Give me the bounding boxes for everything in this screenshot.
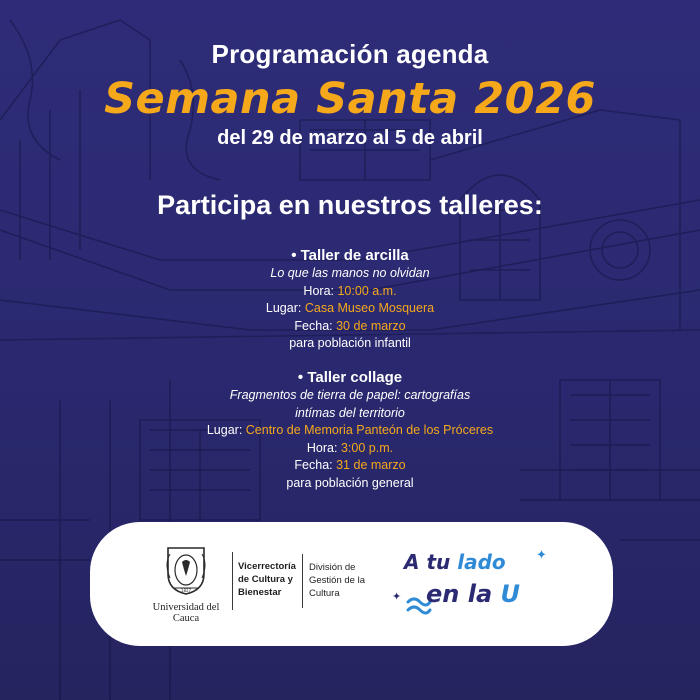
lugar-label: Lugar: <box>265 301 302 315</box>
workshop-lugar <box>0 422 700 440</box>
brand-text: A tu <box>404 550 451 574</box>
logo-divider <box>232 552 233 610</box>
university-seal-icon <box>160 544 212 596</box>
a-tu-lado-en-la-u-logo <box>390 546 550 620</box>
logo-divider <box>302 554 303 608</box>
seal-year: 1827 <box>180 588 192 593</box>
brand-text-accent: U <box>500 580 520 608</box>
footer-logos-bar <box>90 522 613 646</box>
workshop-fecha <box>0 318 700 336</box>
brand-line-2 <box>426 580 520 608</box>
header <box>0 38 700 150</box>
fecha-value: 30 de marzo <box>336 318 406 333</box>
event-title: Semana Santa 2026 <box>104 74 596 124</box>
hora-label: Hora: <box>303 283 334 298</box>
workshop-audience: para población infantil <box>289 336 411 350</box>
overline-text: Programación agenda <box>211 39 489 69</box>
workshop-arcilla <box>0 246 700 353</box>
workshop-audience: para población general <box>286 475 414 490</box>
university-name: Universidad del Cauca <box>152 602 220 624</box>
brand-text: en la <box>426 580 493 608</box>
workshop-subtitle: intímas del territorio <box>295 405 405 420</box>
event-dates: del 29 de marzo al 5 de abril <box>217 127 483 149</box>
workshop-lugar <box>0 300 700 318</box>
workshops-heading: Participa en nuestros talleres: <box>157 190 543 220</box>
lugar-label: Lugar: <box>206 423 243 437</box>
lugar-value: Casa Museo Mosquera <box>304 301 435 315</box>
workshop-subtitle: Fragmentos de tierra de papel: cartografías <box>229 388 471 402</box>
hora-value: 3:00 p.m. <box>340 440 394 455</box>
sparkle-icon: ✦ <box>392 590 402 603</box>
brand-line-1 <box>404 550 506 574</box>
workshop-hora <box>0 440 700 458</box>
workshop-hora <box>0 283 700 301</box>
sparkle-icon: ✦ <box>536 548 547 563</box>
fecha-label: Fecha: <box>294 458 333 472</box>
workshop-title: • Taller de arcilla <box>291 247 409 264</box>
brand-text-accent: lado <box>457 550 506 574</box>
workshop-subtitle: Lo que las manos no olvidan <box>270 266 430 280</box>
workshop-title: • Taller collage <box>297 369 403 386</box>
division-name: División de Gestión de la Cultura <box>309 562 365 599</box>
vicerrectoria-name: Vicerrectoría de Cultura y Bienestar <box>238 561 296 598</box>
hora-label: Hora: <box>306 440 338 455</box>
workshop-fecha <box>0 457 700 475</box>
fecha-value: 31 de marzo <box>336 458 406 472</box>
lugar-value: Centro de Memoria Panteón de los Próceres <box>245 423 494 437</box>
hora-value: 10:00 a.m. <box>337 283 397 298</box>
workshop-collage <box>0 368 700 492</box>
fecha-label: Fecha: <box>294 318 333 333</box>
